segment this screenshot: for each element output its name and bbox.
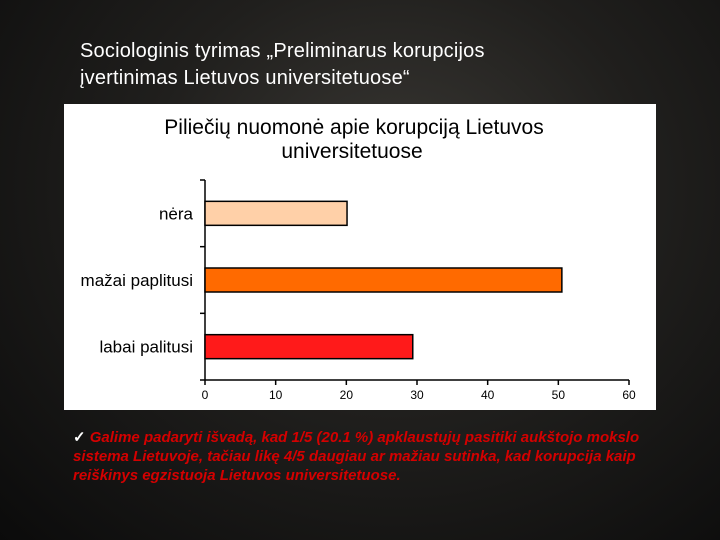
chart-title-line-1: Piliečių nuomonė apie korupciją Lietuvos bbox=[164, 116, 544, 139]
chart-title-line-2: universitetuose bbox=[281, 140, 423, 163]
x-tick-label: 40 bbox=[480, 388, 495, 402]
slide-title-line-1: Sociologinis tyrimas „Preliminarus korupcijos bbox=[80, 40, 485, 62]
bar-2 bbox=[205, 268, 562, 292]
bar-3 bbox=[205, 335, 413, 359]
slide-title-line-2: įvertinimas Lietuvos universitetuose“ bbox=[80, 67, 410, 89]
x-tick-label: 30 bbox=[410, 388, 424, 402]
bar-chart bbox=[64, 104, 656, 410]
plot-area bbox=[81, 180, 636, 402]
check-mark-icon: ✓ bbox=[73, 429, 86, 446]
x-tick-label: 10 bbox=[268, 388, 283, 402]
category-label: nėra bbox=[158, 204, 193, 224]
category-label: labai palitusi bbox=[99, 337, 193, 357]
conclusion-note bbox=[73, 428, 663, 485]
chart-panel bbox=[64, 104, 656, 410]
x-tick-label: 60 bbox=[622, 388, 636, 402]
slide-title bbox=[80, 38, 680, 92]
x-tick-label: 50 bbox=[551, 388, 566, 402]
x-tick-label: 20 bbox=[339, 388, 354, 402]
x-tick-label: 0 bbox=[201, 388, 209, 402]
bar-1 bbox=[205, 201, 347, 225]
conclusion-text: Galime padaryti išvadą, kad 1/5 (20.1 %) apklaustųjų pasitiki aukštojo mokslo sistema Lietuvoje, tačiau likę 4/5 daugiau ar mažiau sutinka, kad korupcija kaip reiškinys egzistuoja Lietuvos universitetuose. bbox=[73, 429, 640, 484]
category-label: mažai paplitusi bbox=[80, 271, 193, 290]
